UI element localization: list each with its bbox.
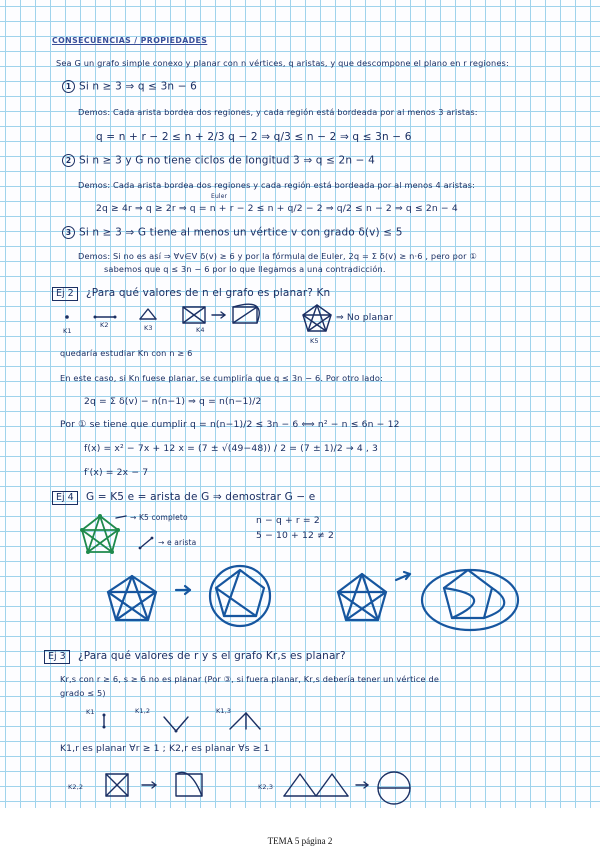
demo-3-line-2: sabemos que q ≤ 3n − 6 por lo que llegamos a una contradicción. — [104, 264, 386, 274]
k5-complete-note: → K5 completo — [130, 513, 188, 522]
ej3-line-1: Kr,s con r ≥ 6, s ≥ 6 no es planar (Por ③, si fuera planar, Kr,s debería tener un vértice de — [60, 674, 440, 684]
k1-star-sketches — [80, 703, 300, 739]
page-footer: TEMA 5 página 2 — [267, 836, 333, 846]
k5-minus-edge-sketches — [100, 556, 530, 636]
ej2-line-2: 2q = Σ δ(v) − n(n−1) ⇒ q = n(n−1)/2 — [84, 396, 262, 407]
euler-check-1: n − q + r = 2 — [256, 515, 320, 526]
demo-1-equation: q = n + r − 2 ≤ n + 2/3 q − 2 ⇒ q/3 ≤ n − 2 ⇒ q ≤ 3n − 6 — [96, 131, 412, 143]
demo-1-text: Demos: Cada arista bordea dos regiones, y cada región está bordeada por al menos 3 aristas: — [78, 107, 478, 117]
k1-label: K1 — [63, 327, 72, 335]
k2-2-label: K2,2 — [68, 783, 84, 791]
intro-text: Sea G un grafo simple conexo y planar con n vértices, q aristas, y que descompone el plano en r regiones: — [56, 58, 509, 68]
demo-2-equation: 2q ≥ 4r ⇒ q ≥ 2r ⇒ q = n + r − 2 ≤ n + q/2 − 2 ⇒ q/2 ≤ n − 2 ⇒ q ≤ 2n − 4 — [96, 203, 458, 214]
k2-3-label: K2,3 — [258, 783, 274, 791]
exercise-2-label: Ej 2 — [52, 287, 78, 301]
k1-1-label: K1 — [86, 708, 95, 716]
property-2: 2 Si n ≥ 3 y G no tiene ciclos de longitud 3 ⇒ q ≤ 2n − 4 — [62, 154, 375, 167]
property-3: 3 Si n ≥ 3 ⇒ G tiene al menos un vértice v con grado δ(v) ≤ 5 — [62, 226, 403, 239]
euler-check-2: 5 − 10 + 12 ≠ 2 — [256, 530, 334, 541]
property-1: 1 Si n ≥ 3 ⇒ q ≤ 3n − 6 — [62, 80, 197, 93]
property-number: 2 — [62, 154, 75, 167]
no-planar-text: ⇒ No planar — [336, 312, 393, 323]
edge-note: → e arista — [158, 538, 197, 547]
ej2-line-1: En este caso, si Kn fuese planar, se cumpliría que q ≤ 3n − 6. Por otro lado: — [60, 373, 383, 383]
euler-label: Euler — [211, 193, 228, 200]
ej3-line-2: grado ≤ 5) — [60, 688, 106, 698]
demo-2-text: Demos: Cada arista bordea dos regiones y cada región está bordeada por al menos 4 aristas: — [78, 180, 475, 190]
section-header: CONSECUENCIAS / PROPIEDADES — [52, 36, 208, 45]
ej3-line-3: K1,r es planar ∀r ≥ 1 ; K2,r es planar ∀s ≥ 1 — [60, 743, 270, 754]
k4-label: K4 — [196, 326, 205, 334]
exercise-3-label: Ej 3 — [44, 650, 70, 664]
exercise-3-question: ¿Para qué valores de r y s el grafo Kr,s es planar? — [78, 650, 346, 662]
demo-3-line-1: Demos: Si no es así ⇒ ∀v∈V δ(v) ≥ 6 y por la fórmula de Euler, 2q = Σ δ(v) ≥ n·6 , pero por ① — [78, 251, 477, 261]
k3-label: K3 — [144, 324, 153, 332]
ej2-study-text: quedaría estudiar Kn con n ≥ 6 — [60, 348, 193, 358]
k1-2-label: K1,2 — [135, 707, 151, 715]
k5-label: K5 — [310, 337, 319, 345]
exercise-2-question: ¿Para qué valores de n el grafo es planar? Kn — [86, 287, 331, 299]
ej2-line-5: f′(x) = 2x − 7 — [84, 467, 149, 478]
property-number: 3 — [62, 226, 75, 239]
ej2-line-4: f(x) = x² − 7x + 12 x = (7 ± √(49−48)) / 2 = (7 ± 1)/2 → 4 , 3 — [84, 443, 379, 454]
exercise-4-question: G = K5 e = arista de G ⇒ demostrar G − e — [86, 491, 316, 503]
k2-graphs-sketch — [90, 766, 420, 806]
exercise-4-label: Ej 4 — [52, 491, 78, 505]
k2-label: K2 — [100, 321, 109, 329]
property-number: 1 — [62, 80, 75, 93]
k1-3-label: K1,3 — [216, 707, 232, 715]
ej2-line-3: Por ① se tiene que cumplir q = n(n−1)/2 ≤ 3n − 6 ⟺ n² − n ≤ 6n − 12 — [60, 419, 400, 430]
